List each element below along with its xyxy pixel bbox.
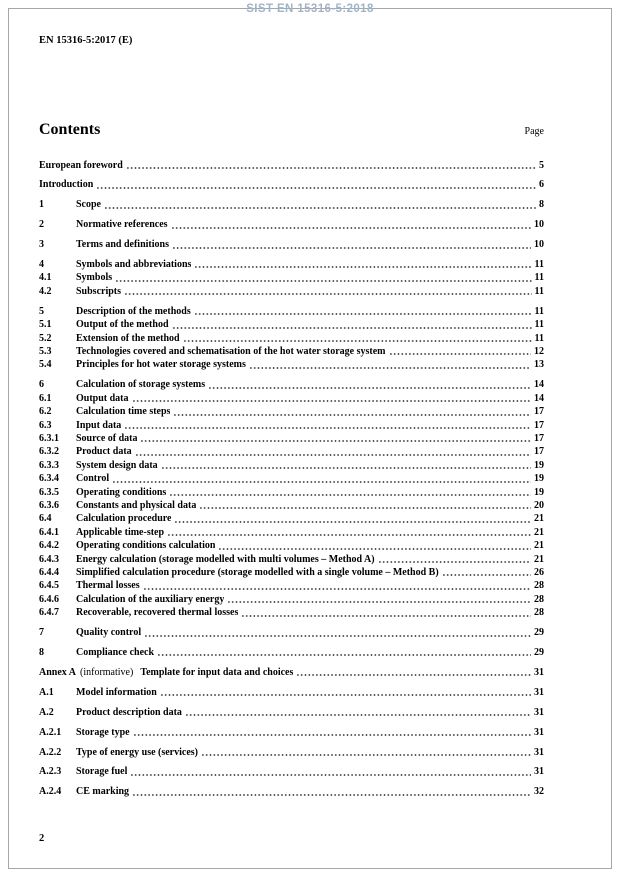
toc-entry-page: 10 bbox=[534, 239, 544, 251]
dot-leader bbox=[126, 160, 536, 170]
toc-entry-label: Normative references bbox=[76, 219, 168, 231]
toc-entry bbox=[39, 512, 544, 525]
toc-entry-page: 31 bbox=[534, 706, 544, 718]
toc-entry-number: A.2.2 bbox=[39, 746, 62, 758]
dot-leader bbox=[201, 747, 531, 757]
toc-entry-page: 11 bbox=[534, 305, 544, 317]
toc-entry-label: Subscripts bbox=[76, 285, 122, 297]
document-reference: EN 15316-5:2017 (E) bbox=[39, 35, 133, 46]
toc-entry bbox=[39, 606, 544, 619]
dot-leader bbox=[172, 240, 531, 250]
toc-entry-number: 6.3.5 bbox=[39, 486, 59, 498]
toc-entry-number: 6.4.6 bbox=[39, 593, 59, 605]
toc-entry-page: 29 bbox=[534, 647, 544, 658]
toc-entry-number: 3 bbox=[39, 239, 44, 251]
dot-leader bbox=[173, 407, 531, 417]
toc-entry-number: 4.1 bbox=[39, 272, 52, 284]
toc-entry bbox=[39, 499, 544, 512]
toc-entry-page: 31 bbox=[534, 686, 544, 698]
toc-entry-page: 19 bbox=[534, 473, 544, 485]
toc-entry bbox=[39, 378, 544, 391]
toc-entry bbox=[39, 579, 544, 592]
toc-entry-label: Energy calculation (storage modelled with multi volumes – Method A) bbox=[76, 553, 375, 565]
toc-entry-page: 26 bbox=[534, 566, 544, 578]
dot-leader bbox=[143, 581, 531, 591]
toc-entry bbox=[39, 419, 544, 432]
toc-entry-label: Type of energy use (services) bbox=[76, 746, 199, 758]
toc-entry-label: Source of data bbox=[76, 432, 138, 444]
toc-entry-number: A.2.4 bbox=[39, 786, 62, 798]
toc-entry-number: 6.4.3 bbox=[39, 553, 59, 565]
toc-entry bbox=[39, 553, 544, 566]
toc-entry-number: 6.4.4 bbox=[39, 566, 59, 578]
toc-entry-number: 6.4.1 bbox=[39, 526, 59, 538]
toc-entry bbox=[39, 445, 544, 458]
toc-entry bbox=[39, 305, 544, 318]
toc-entry-label: Control bbox=[76, 473, 110, 485]
toc-entry-label: Calculation of storage systems bbox=[76, 379, 206, 391]
toc-entry-label: Scope bbox=[76, 199, 101, 211]
contents-title: Contents bbox=[39, 121, 101, 138]
toc-entry-label: Extension of the method bbox=[76, 332, 180, 344]
toc-entry bbox=[39, 472, 544, 485]
dot-leader bbox=[167, 527, 531, 537]
toc-entry-label: Constants and physical data bbox=[76, 499, 197, 511]
toc-entry-label: Template for input data and choices bbox=[140, 666, 294, 678]
toc-entry-page: 11 bbox=[534, 272, 544, 284]
toc-entry-page: 21 bbox=[534, 526, 544, 538]
dot-leader bbox=[169, 487, 531, 497]
toc-entry bbox=[39, 258, 544, 271]
toc-entry-page: 17 bbox=[534, 419, 544, 431]
dot-leader bbox=[185, 707, 531, 717]
toc-entry-number: 6.4.2 bbox=[39, 540, 59, 552]
toc-entry-page: 13 bbox=[534, 359, 544, 371]
toc-entry-label: Operating conditions calculation bbox=[76, 540, 216, 552]
toc-entry-label: Applicable time-step bbox=[76, 526, 165, 538]
toc-entry-label: Principles for hot water storage systems bbox=[76, 359, 246, 371]
toc-entry-label: European foreword bbox=[39, 159, 123, 171]
dot-leader bbox=[160, 687, 531, 697]
dot-leader bbox=[161, 460, 531, 470]
toc-entry-label: System design data bbox=[76, 459, 158, 471]
toc-entry-number: 6.3.2 bbox=[39, 446, 59, 458]
toc-entry-label: Product data bbox=[76, 446, 132, 458]
toc-entry-number: 6.4.7 bbox=[39, 607, 59, 619]
toc-entry-label: Calculation procedure bbox=[76, 513, 172, 525]
toc-entry-page: 17 bbox=[534, 406, 544, 418]
toc-entry-page: 14 bbox=[534, 392, 544, 404]
toc-entry-label: Storage type bbox=[76, 726, 130, 738]
toc-entry-number: 5.2 bbox=[39, 332, 52, 344]
toc-entry-prefix: (informative) bbox=[80, 666, 134, 678]
toc-entry-page: 28 bbox=[534, 580, 544, 592]
toc-entry-label: Compliance check bbox=[76, 647, 155, 658]
toc-entry bbox=[39, 726, 544, 739]
toc-entry-number: 5.4 bbox=[39, 359, 52, 371]
toc-entry-page: 32 bbox=[534, 786, 544, 798]
toc-entry-number: A.2.3 bbox=[39, 766, 62, 778]
toc-entry bbox=[39, 459, 544, 472]
document-page bbox=[8, 3, 612, 869]
toc-entry-page: 31 bbox=[534, 746, 544, 758]
toc-entry-page: 31 bbox=[534, 766, 544, 778]
toc-entry-page: 12 bbox=[534, 345, 544, 357]
toc-entry-page: 11 bbox=[534, 259, 544, 271]
toc-entry-label: Model information bbox=[76, 686, 157, 698]
toc-entry-page: 20 bbox=[534, 499, 544, 511]
toc-entry bbox=[39, 285, 544, 298]
dot-leader bbox=[124, 286, 532, 296]
toc-entry-number: 6.3 bbox=[39, 419, 52, 431]
toc-entry-page: 19 bbox=[534, 459, 544, 471]
dot-leader bbox=[174, 514, 531, 524]
toc-entry-label: Terms and definitions bbox=[76, 239, 169, 251]
toc-entry bbox=[39, 345, 544, 358]
toc-entry-number: 1 bbox=[39, 199, 44, 211]
dot-leader bbox=[115, 273, 531, 283]
toc-entry-label: Recoverable, recovered thermal losses bbox=[76, 607, 239, 619]
toc-entry-label: Product description data bbox=[76, 706, 182, 718]
toc-entry-page: 8 bbox=[539, 199, 544, 211]
toc-entry-number: A.2 bbox=[39, 706, 54, 718]
toc-entry-page: 29 bbox=[534, 627, 544, 639]
toc-entry-number: 7 bbox=[39, 627, 44, 639]
toc-entry-page: 14 bbox=[534, 379, 544, 391]
toc-entry bbox=[39, 746, 544, 759]
toc-entry-label: Symbols and abbreviations bbox=[76, 259, 192, 271]
toc-entry bbox=[39, 405, 544, 418]
dot-leader bbox=[124, 420, 531, 430]
toc-entry-page: 28 bbox=[534, 593, 544, 605]
toc-entry bbox=[39, 526, 544, 539]
contents-header bbox=[39, 121, 544, 139]
toc-entry-number: 6.2 bbox=[39, 406, 52, 418]
toc-entry bbox=[39, 332, 544, 345]
toc-entry-page: 6 bbox=[539, 179, 544, 191]
toc-entry bbox=[39, 318, 544, 331]
dot-leader bbox=[194, 259, 531, 269]
dot-leader bbox=[140, 433, 531, 443]
dot-leader bbox=[249, 360, 531, 370]
toc-entry-number: 6.1 bbox=[39, 392, 52, 404]
toc-entry-label: Input data bbox=[76, 419, 122, 431]
toc-entry bbox=[39, 646, 544, 659]
toc-entry-page: 28 bbox=[534, 607, 544, 619]
toc-entry-number: 6.4.5 bbox=[39, 580, 59, 592]
dot-leader bbox=[132, 393, 531, 403]
toc-entry-label: Operating conditions bbox=[76, 486, 167, 498]
toc-entry-page: 21 bbox=[534, 540, 544, 552]
toc-entry-number: 6.3.4 bbox=[39, 473, 59, 485]
toc-entry-label: Output of the method bbox=[76, 319, 169, 331]
toc-entry-label: Simplified calculation procedure (storage modelled with a single volume – Method B) bbox=[76, 566, 439, 578]
toc-entry-label: Calculation of the auxiliary energy bbox=[76, 593, 225, 605]
toc-entry-label: Technologies covered and schematisation of the hot water storage system bbox=[76, 345, 386, 357]
dot-leader bbox=[96, 180, 536, 190]
toc-entry bbox=[39, 486, 544, 499]
toc-entry-number: 2 bbox=[39, 219, 44, 231]
toc-entry-number: 6.3.1 bbox=[39, 432, 59, 444]
toc-entry-page: 17 bbox=[534, 446, 544, 458]
toc-entry-label: Calculation time steps bbox=[76, 406, 171, 418]
dot-leader bbox=[194, 306, 532, 316]
toc-entry bbox=[39, 218, 544, 231]
toc-entry bbox=[39, 593, 544, 606]
toc-entry-page: 11 bbox=[534, 319, 544, 331]
dot-leader bbox=[218, 541, 531, 551]
dot-leader bbox=[227, 594, 531, 604]
toc-entry-label: Thermal losses bbox=[76, 580, 140, 592]
toc-entry bbox=[39, 271, 544, 284]
dot-leader bbox=[171, 220, 531, 230]
dot-leader bbox=[241, 608, 531, 618]
toc-entry-label: Symbols bbox=[76, 272, 113, 284]
toc-entry bbox=[39, 706, 544, 719]
toc-entry-number: 5.3 bbox=[39, 345, 52, 357]
toc-entry-page: 5 bbox=[539, 159, 544, 171]
toc-entry-number: 5 bbox=[39, 305, 44, 317]
toc-entry-number: 6.4 bbox=[39, 513, 52, 525]
dot-leader bbox=[296, 667, 531, 677]
toc-entry bbox=[39, 432, 544, 445]
dot-leader bbox=[442, 567, 531, 577]
dot-leader bbox=[378, 554, 531, 564]
toc-entry bbox=[39, 785, 544, 798]
toc-entry bbox=[39, 358, 544, 371]
toc-entry bbox=[39, 666, 544, 679]
toc-entry-label: CE marking bbox=[76, 786, 130, 798]
toc-entry-page: 19 bbox=[534, 486, 544, 498]
dot-leader bbox=[208, 380, 531, 390]
page-column-label: Page bbox=[524, 126, 544, 137]
toc-entry bbox=[39, 765, 544, 778]
toc-entry-page: 17 bbox=[534, 432, 544, 444]
toc-entry bbox=[39, 159, 544, 172]
dot-leader bbox=[172, 320, 532, 330]
toc-entry-page: 31 bbox=[534, 666, 544, 678]
watermark-text: SIST EN 15316-5:2018 bbox=[246, 3, 374, 15]
dot-leader bbox=[112, 474, 531, 484]
toc-entry-number: 4 bbox=[39, 259, 44, 271]
dot-leader bbox=[199, 500, 531, 510]
toc-entry-number: 4.2 bbox=[39, 285, 52, 297]
toc-entry-page: 21 bbox=[534, 513, 544, 525]
toc-entry-label: Description of the methods bbox=[76, 305, 191, 317]
dot-leader bbox=[389, 346, 531, 356]
dot-leader bbox=[104, 200, 536, 210]
dot-leader bbox=[133, 727, 531, 737]
toc-entry-number: 6.3.6 bbox=[39, 499, 59, 511]
toc-entry-label: Quality control bbox=[76, 627, 142, 639]
toc-entry-page: 11 bbox=[534, 285, 544, 297]
toc-entry-page: 11 bbox=[534, 332, 544, 344]
toc-entry-page: 31 bbox=[534, 726, 544, 738]
toc-entry-number: 6 bbox=[39, 379, 44, 391]
dot-leader bbox=[157, 647, 531, 657]
toc-entry-number: Annex A bbox=[39, 666, 76, 678]
toc-entry-page: 10 bbox=[534, 219, 544, 231]
toc-entry bbox=[39, 238, 544, 251]
toc-entry-number: A.1 bbox=[39, 686, 54, 698]
toc-entry-label: Storage fuel bbox=[76, 766, 128, 778]
toc-entry bbox=[39, 566, 544, 579]
page-number: 2 bbox=[39, 833, 45, 844]
toc-entry-number: 6.3.3 bbox=[39, 459, 59, 471]
toc-entry bbox=[39, 539, 544, 552]
table-of-contents bbox=[39, 152, 544, 799]
toc-entry-label: Introduction bbox=[39, 179, 94, 191]
toc-entry-number: A.2.1 bbox=[39, 726, 62, 738]
toc-entry-label: Output data bbox=[76, 392, 129, 404]
toc-entry bbox=[39, 178, 544, 191]
toc-entry-page: 21 bbox=[534, 553, 544, 565]
dot-leader bbox=[132, 787, 531, 797]
dot-leader bbox=[144, 628, 531, 638]
dot-leader bbox=[135, 447, 531, 457]
toc-entry bbox=[39, 392, 544, 405]
toc-entry-number: 8 bbox=[39, 647, 44, 658]
toc-entry-number: 5.1 bbox=[39, 319, 52, 331]
dot-leader bbox=[183, 333, 532, 343]
toc-entry bbox=[39, 198, 544, 211]
toc-entry bbox=[39, 626, 544, 639]
toc-entry bbox=[39, 686, 544, 699]
dot-leader bbox=[130, 767, 531, 777]
